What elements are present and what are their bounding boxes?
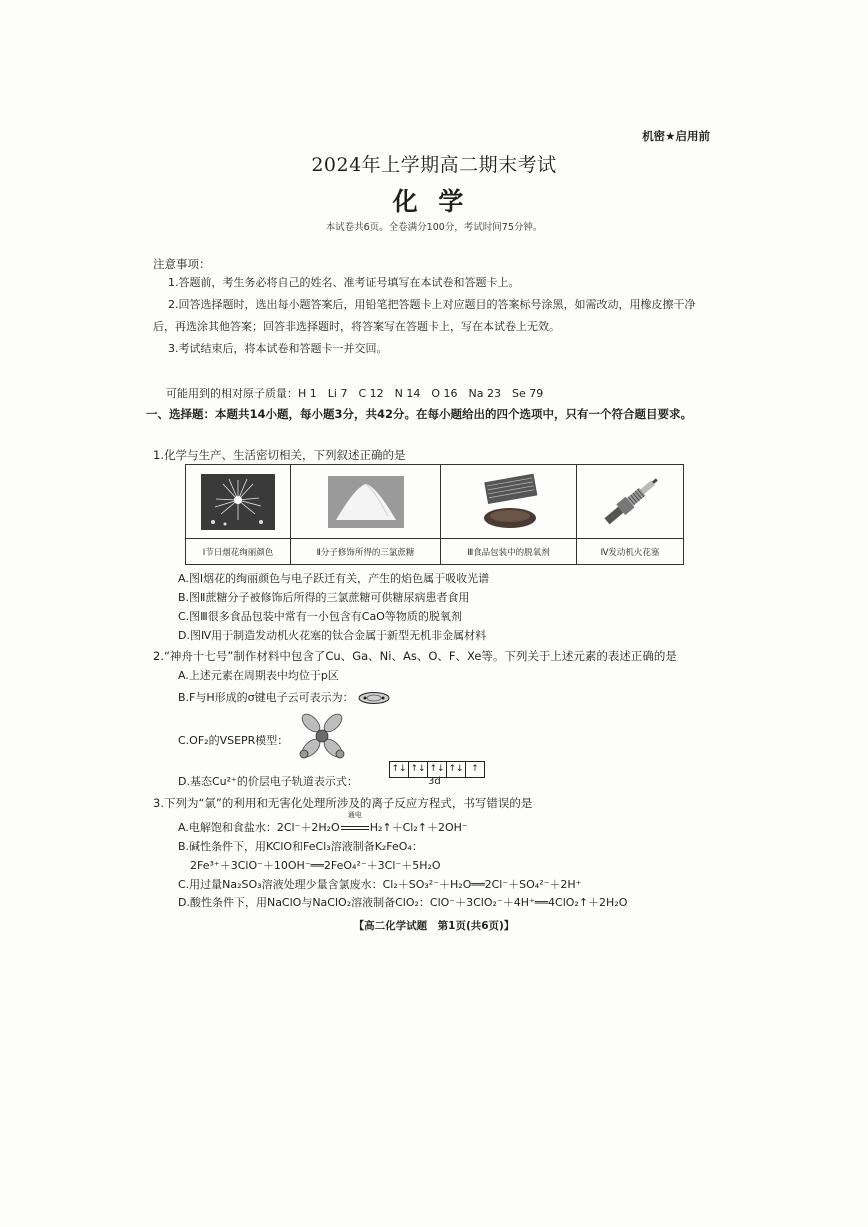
equals-arrow bbox=[341, 826, 369, 830]
note-item: 3.考试结束后，将本试卷和答题卡一并交回。 bbox=[168, 342, 388, 355]
of2-vsepr-model-icon bbox=[296, 710, 348, 762]
notes-heading: 注意事项： bbox=[153, 257, 211, 271]
exam-title: 2024年上学期高二期末考试 bbox=[311, 154, 557, 176]
confidential-label: 机密★启用前 bbox=[642, 129, 710, 143]
reaction-condition bbox=[340, 811, 370, 836]
question-1-option-d: D.图Ⅳ用于制造发动机火花塞的钛合金属于新型无机非金属材料 bbox=[178, 629, 487, 642]
figure-4-cell bbox=[577, 465, 683, 538]
orbital-box: ↑ bbox=[471, 764, 479, 774]
sucralose-powder-image bbox=[328, 476, 404, 528]
section-heading: 一、选择题：本题共14小题，每小题3分，共42分。在每小题给出的四个选项中，只有一个符合题目要求。 bbox=[146, 407, 693, 421]
question-3-option-d: D.酸性条件下，用NaClO与NaClO₂溶液制备ClO₂：ClO⁻＋3ClO₂⁻＋4H⁺══4ClO₂↑＋2H₂O bbox=[178, 896, 628, 909]
question-1-stem: 1.化学与生产、生活密切相关，下列叙述正确的是 bbox=[153, 448, 406, 462]
question-1-option-a: A.图Ⅰ烟花的绚丽颜色与电子跃迁有关，产生的焰色属于吸收光谱 bbox=[178, 572, 490, 585]
orbital-box: ↑↓ bbox=[409, 762, 428, 777]
option-a-reactants: A.电解饱和食盐水：2Cl⁻＋2H₂O bbox=[178, 821, 340, 834]
orbital-box: ↑↓ bbox=[428, 762, 447, 777]
orbital-box: ↑↓ bbox=[447, 762, 466, 777]
atomic-masses: 可能用到的相对原子质量：H 1 Li 7 C 12 N 14 O 16 Na 23 Se 79 bbox=[166, 387, 544, 400]
question-3-option-a bbox=[178, 811, 468, 836]
question-1-option-b: B.图Ⅱ蔗糖分子被修饰后所得的三氯蔗糖可供糖尿病患者食用 bbox=[178, 591, 470, 604]
orbital-label: 3d bbox=[428, 776, 441, 787]
figure-2-cell bbox=[291, 465, 441, 538]
question-1-figure-table bbox=[185, 464, 684, 565]
question-3-option-b-equation: 2Fe³⁺＋3ClO⁻＋10OH⁻══2FeO₄²⁻＋3Cl⁻＋5H₂O bbox=[190, 859, 441, 872]
figure-caption: Ⅰ节日烟花绚丽颜色 bbox=[186, 538, 291, 564]
figure-3-cell bbox=[441, 465, 577, 538]
question-3-option-c: C.用过量Na₂SO₃溶液处理少量含氯废水：Cl₂＋SO₃²⁻＋H₂O══2Cl⁻＋SO₄²⁻＋2H⁺ bbox=[178, 878, 582, 891]
subject-title: 化 学 bbox=[392, 187, 470, 216]
firework-image bbox=[201, 474, 275, 530]
question-1-option-c: C.图Ⅲ很多食品包装中常有一小包含有CaO等物质的脱氧剂 bbox=[178, 610, 462, 623]
figure-1-cell bbox=[186, 465, 291, 538]
note-item: 1.答题前，考生务必将自己的姓名、准考证号填写在本试卷和答题卡上。 bbox=[168, 276, 520, 289]
question-2-stem: 2.“神舟十七号”制作材料中包含了Cu、Ga、Ni、As、O、F、Xe等。下列关于上述元素的表述正确的是 bbox=[153, 649, 677, 663]
question-2-option-b bbox=[178, 690, 391, 706]
spark-plug-image bbox=[594, 472, 666, 532]
question-2-option-b-text: B.F与H形成的σ键电子云可表示为： bbox=[178, 691, 354, 704]
figure-caption: Ⅲ食品包装中的脱氧剂 bbox=[441, 538, 577, 564]
condition-label: 通电 bbox=[347, 811, 362, 819]
option-a-products: H₂↑＋Cl₂↑＋2OH⁻ bbox=[369, 821, 468, 834]
question-2-option-c: C.OF₂的VSEPR模型： bbox=[178, 734, 289, 747]
page-footer: 【高二化学试题 第1页(共6页)】 bbox=[353, 920, 515, 932]
note-item: 2.回答选择题时，选出每小题答案后，用铅笔把答题卡上对应题目的答案标号涂黑，如需改动，用橡皮擦干净后，再选涂其他答案；回答非选择题时，将答案写在答题卡上，写在本试卷上无效。 bbox=[153, 298, 696, 333]
question-3-option-b: B.碱性条件下，用KClO和FeCl₃溶液制备K₂FeO₄： bbox=[178, 840, 423, 853]
question-2-option-d: D.基态Cu²⁺的价层电子轨道表示式： bbox=[178, 775, 358, 788]
orbital-box: ↑↓ bbox=[390, 762, 409, 777]
exam-info: 本试卷共6页。全卷满分100分，考试时间75分钟。 bbox=[325, 222, 543, 233]
figure-caption: Ⅱ分子修饰所得的三氯蔗糖 bbox=[291, 538, 441, 564]
sigma-bond-electron-cloud-icon bbox=[357, 691, 391, 705]
question-3-stem: 3.下列为“氯”的利用和无害化处理所涉及的离子反应方程式，书写错误的是 bbox=[153, 796, 533, 810]
question-2-option-a: A.上述元素在周期表中均位于p区 bbox=[178, 669, 339, 682]
figure-caption: Ⅳ发动机火花塞 bbox=[577, 538, 683, 564]
deoxidizer-packet-image bbox=[470, 472, 548, 532]
